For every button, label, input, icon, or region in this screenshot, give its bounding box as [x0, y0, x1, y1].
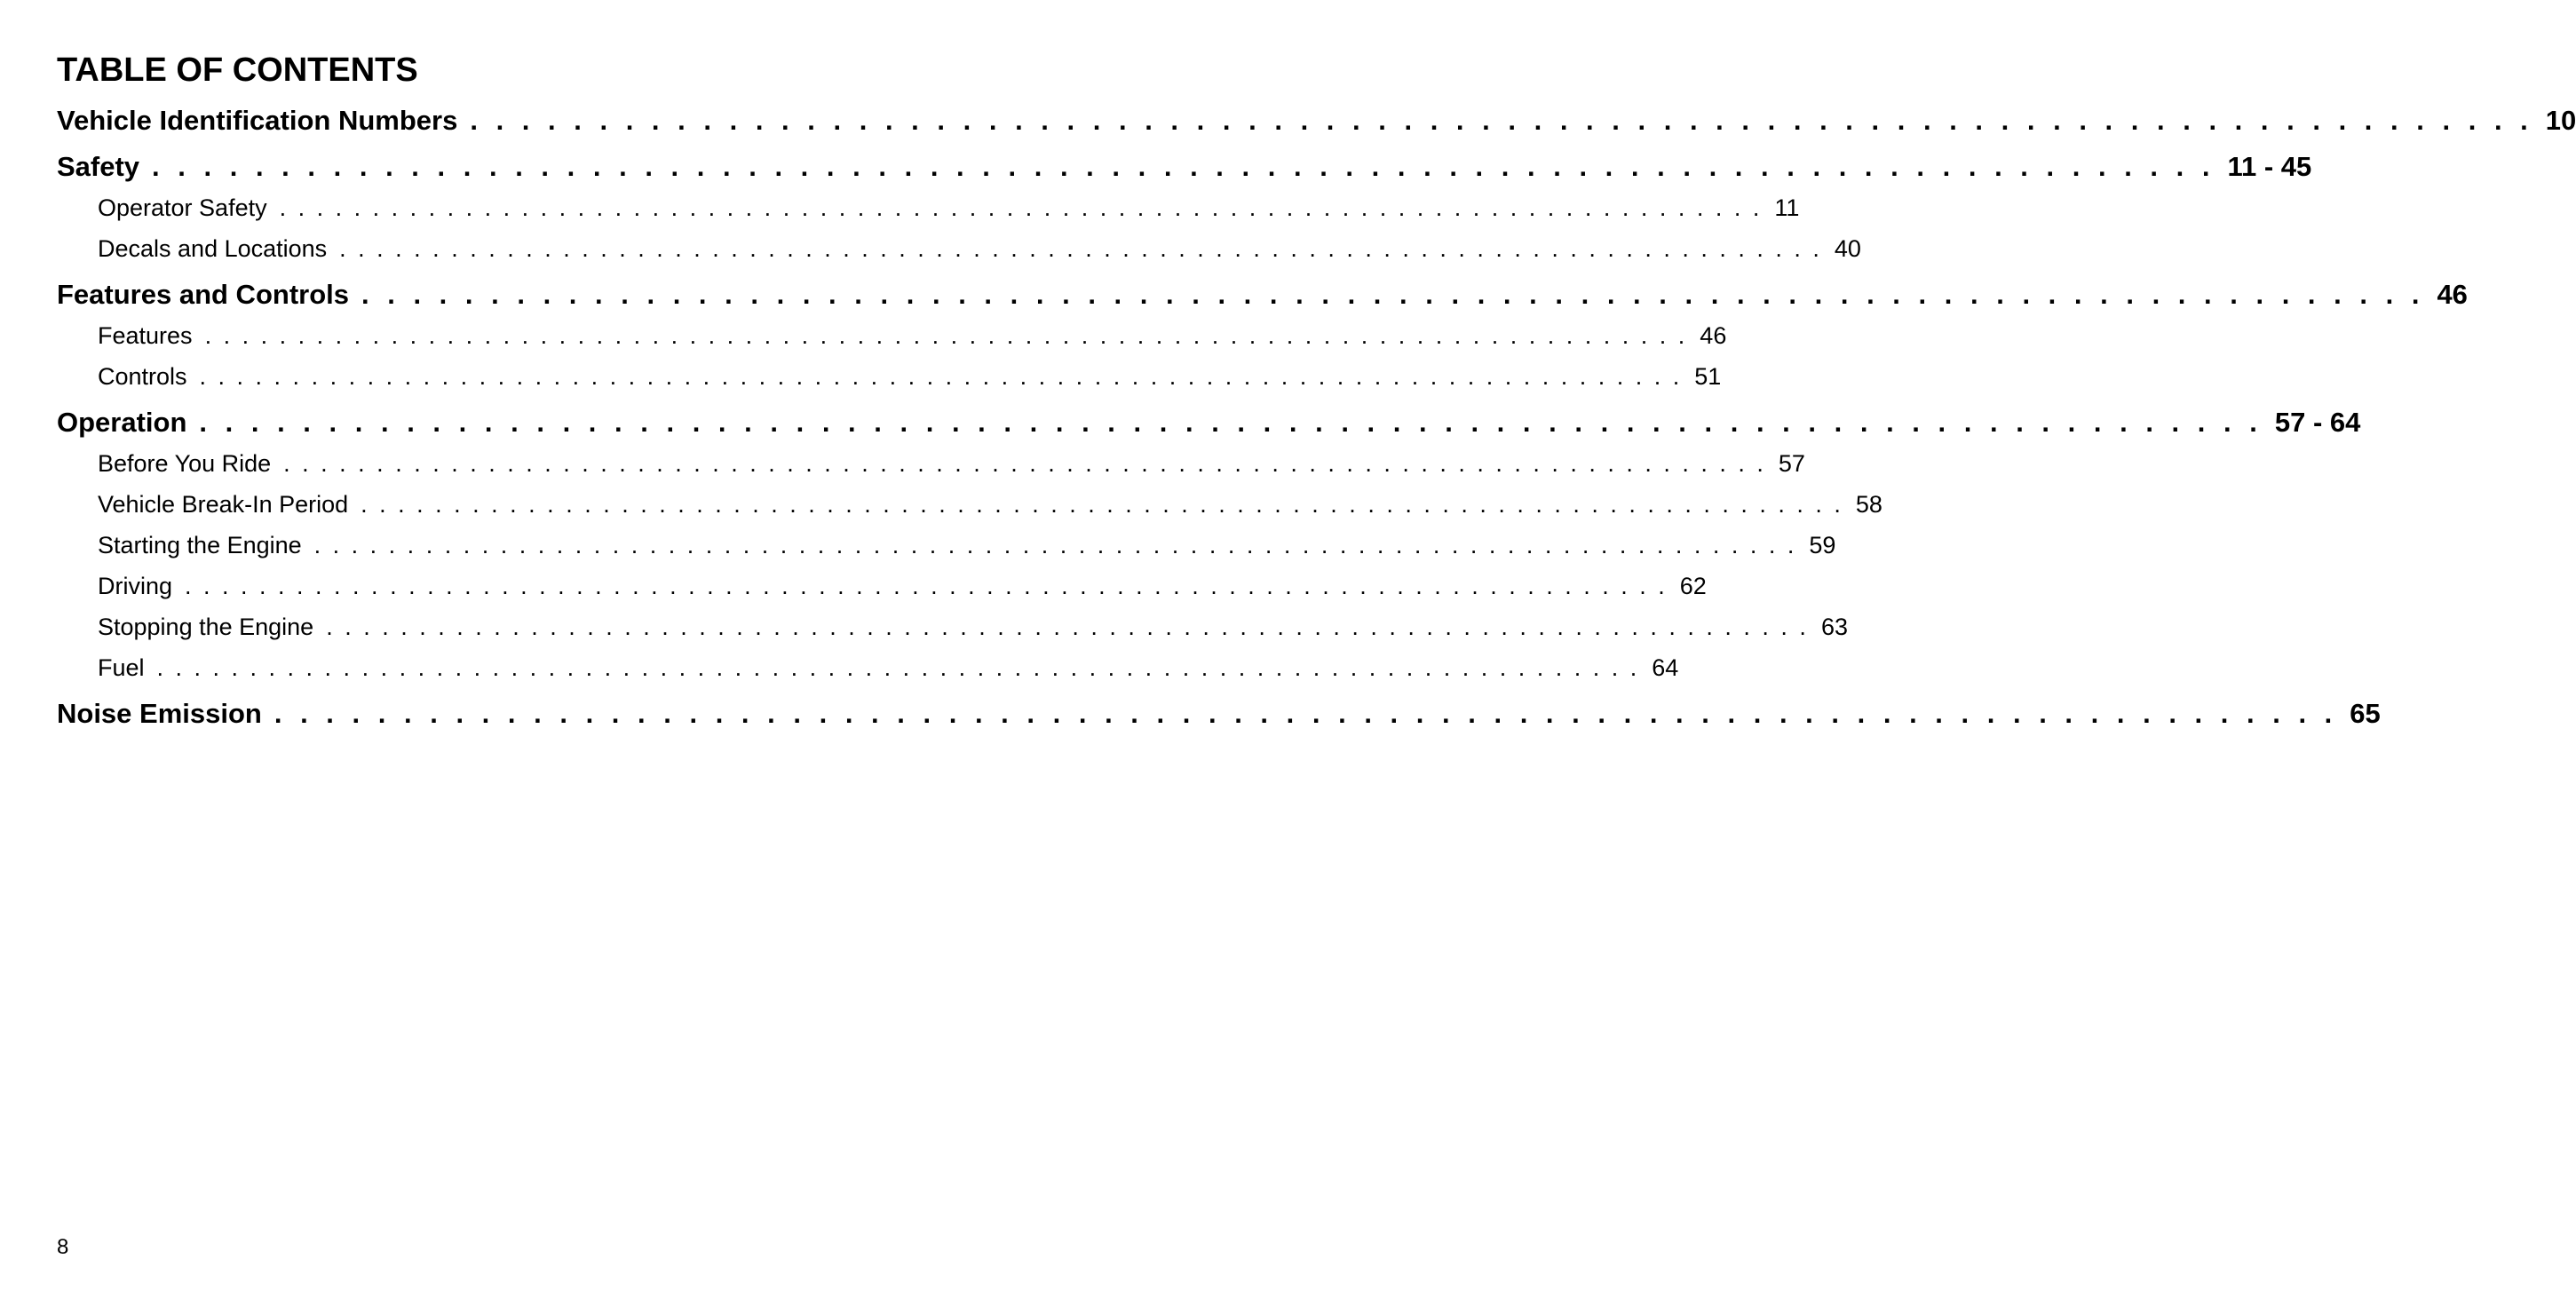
toc-subsection-entry	[57, 647, 1679, 688]
toc-subsection-entry	[57, 606, 1848, 647]
toc-section-entry	[57, 146, 2312, 187]
toc-dot-leader: . . . . . . . . . . . . . . . . . . . . . . . . . . . . . . . . . . . . . . . . . . . . . . . . . . . . . . . . . . . . . . . . . . . . . . . . . . . . . . . .	[470, 105, 2533, 136]
toc-subsection-entry	[57, 525, 1836, 566]
toc-entry-label: Operator Safety	[98, 194, 267, 221]
toc-entry-page: 57 - 64	[2274, 407, 2361, 438]
toc-entry-label: Stopping the Engine	[98, 614, 314, 640]
toc-entry-page: 63	[1820, 614, 1848, 640]
toc-dot-leader: . . . . . . . . . . . . . . . . . . . . . . . . . . . . . . . . . . . . . . . . . . . . . . . . . . . . . . . . . . . . . . . . . . . . . . . . . . . . . . . .	[313, 532, 1797, 558]
toc-entry-page: 40	[1834, 235, 1861, 262]
toc-entry-page: 59	[1809, 532, 1836, 558]
toc-section-entry	[57, 99, 2576, 141]
toc-entry-page: 65	[2350, 698, 2381, 729]
toc-entry-page: 10	[2545, 105, 2576, 136]
toc-section-entry	[57, 273, 2468, 315]
toc-entry-page: 62	[1679, 573, 1707, 599]
toc-dot-leader: . . . . . . . . . . . . . . . . . . . . . . . . . . . . . . . . . . . . . . . . . . . . . . . . . . . . . . . . . . . . . . . . . . . . . . . . . . . . . . . .	[339, 235, 1822, 262]
toc-dot-leader: . . . . . . . . . . . . . . . . . . . . . . . . . . . . . . . . . . . . . . . . . . . . . . . . . . . . . . . . . . . . . . . . . . . . . . . . . . . . . . . .	[152, 151, 2215, 182]
toc-dot-leader: . . . . . . . . . . . . . . . . . . . . . . . . . . . . . . . . . . . . . . . . . . . . . . . . . . . . . . . . . . . . . . . . . . . . . . . . . . . . . . . .	[361, 279, 2425, 310]
toc-subsection-entry	[57, 187, 1800, 228]
toc-dot-leader: . . . . . . . . . . . . . . . . . . . . . . . . . . . . . . . . . . . . . . . . . . . . . . . . . . . . . . . . . . . . . . . . . . . . . . . . . . . . . . . .	[199, 363, 1683, 390]
toc-subsection-entry	[57, 443, 1805, 484]
toc-dot-leader: . . . . . . . . . . . . . . . . . . . . . . . . . . . . . . . . . . . . . . . . . . . . . . . . . . . . . . . . . . . . . . . . . . . . . . . . . . . . . . . .	[199, 407, 2263, 438]
toc-entry-label: Before You Ride	[98, 450, 272, 477]
table-of-contents	[57, 99, 2576, 734]
toc-entry-label: Driving	[98, 573, 173, 599]
toc-entry-label: Noise Emission	[57, 698, 262, 729]
toc-dot-leader: . . . . . . . . . . . . . . . . . . . . . . . . . . . . . . . . . . . . . . . . . . . . . . . . . . . . . . . . . . . . . . . . . . . . . . . . . . . . . . . .	[279, 194, 1763, 221]
toc-entry-label: Vehicle Break-In Period	[98, 491, 349, 518]
toc-dot-leader: . . . . . . . . . . . . . . . . . . . . . . . . . . . . . . . . . . . . . . . . . . . . . . . . . . . . . . . . . . . . . . . . . . . . . . . . . . . . . . . .	[283, 450, 1766, 477]
toc-entry-page: 46	[1700, 322, 1727, 349]
toc-section-entry	[57, 693, 2381, 734]
toc-entry-label: Vehicle Identification Numbers	[57, 105, 458, 136]
toc-entry-page: 11 - 45	[2227, 151, 2312, 182]
toc-entry-label: Starting the Engine	[98, 532, 302, 558]
toc-dot-leader: . . . . . . . . . . . . . . . . . . . . . . . . . . . . . . . . . . . . . . . . . . . . . . . . . . . . . . . . . . . . . . . . . . . . . . . . . . . . . . . .	[185, 573, 1668, 599]
toc-subsection-entry	[57, 315, 1727, 356]
toc-entry-label: Operation	[57, 407, 187, 438]
toc-entry-label: Fuel	[98, 654, 145, 681]
toc-entry-page: 64	[1652, 654, 1679, 681]
toc-entry-label: Safety	[57, 151, 140, 182]
toc-dot-leader: . . . . . . . . . . . . . . . . . . . . . . . . . . . . . . . . . . . . . . . . . . . . . . . . . . . . . . . . . . . . . . . . . . . . . . . . . . . . . . . .	[361, 491, 1843, 518]
toc-subsection-entry	[57, 356, 1722, 397]
toc-entry-label: Controls	[98, 363, 187, 390]
toc-entry-label: Decals and Locations	[98, 235, 328, 262]
page-number: 8	[57, 1235, 69, 1259]
toc-subsection-entry	[57, 228, 1861, 269]
toc-subsection-entry	[57, 566, 1707, 606]
toc-dot-leader: . . . . . . . . . . . . . . . . . . . . . . . . . . . . . . . . . . . . . . . . . . . . . . . . . . . . . . . . . . . . . . . . . . . . . . . . . . . . . . . .	[204, 322, 1688, 349]
toc-entry-page: 11	[1774, 194, 1800, 221]
toc-entry-label: Features	[98, 322, 193, 349]
toc-dot-leader: . . . . . . . . . . . . . . . . . . . . . . . . . . . . . . . . . . . . . . . . . . . . . . . . . . . . . . . . . . . . . . . . . . . . . . . . . . . . . . . .	[326, 614, 1809, 640]
toc-entry-page: 51	[1694, 363, 1722, 390]
toc-entry-page: 57	[1778, 450, 1805, 477]
page-title: TABLE OF CONTENTS	[57, 51, 418, 89]
toc-entry-page: 46	[2437, 279, 2468, 310]
toc-section-entry	[57, 401, 2361, 443]
toc-entry-label: Features and Controls	[57, 279, 349, 310]
toc-dot-leader: . . . . . . . . . . . . . . . . . . . . . . . . . . . . . . . . . . . . . . . . . . . . . . . . . . . . . . . . . . . . . . . . . . . . . . . . . . . . . . . .	[156, 654, 1640, 681]
toc-entry-page: 58	[1855, 491, 1882, 518]
toc-subsection-entry	[57, 484, 1882, 525]
toc-dot-leader: . . . . . . . . . . . . . . . . . . . . . . . . . . . . . . . . . . . . . . . . . . . . . . . . . . . . . . . . . . . . . . . . . . . . . . . . . . . . . . . .	[273, 698, 2338, 729]
